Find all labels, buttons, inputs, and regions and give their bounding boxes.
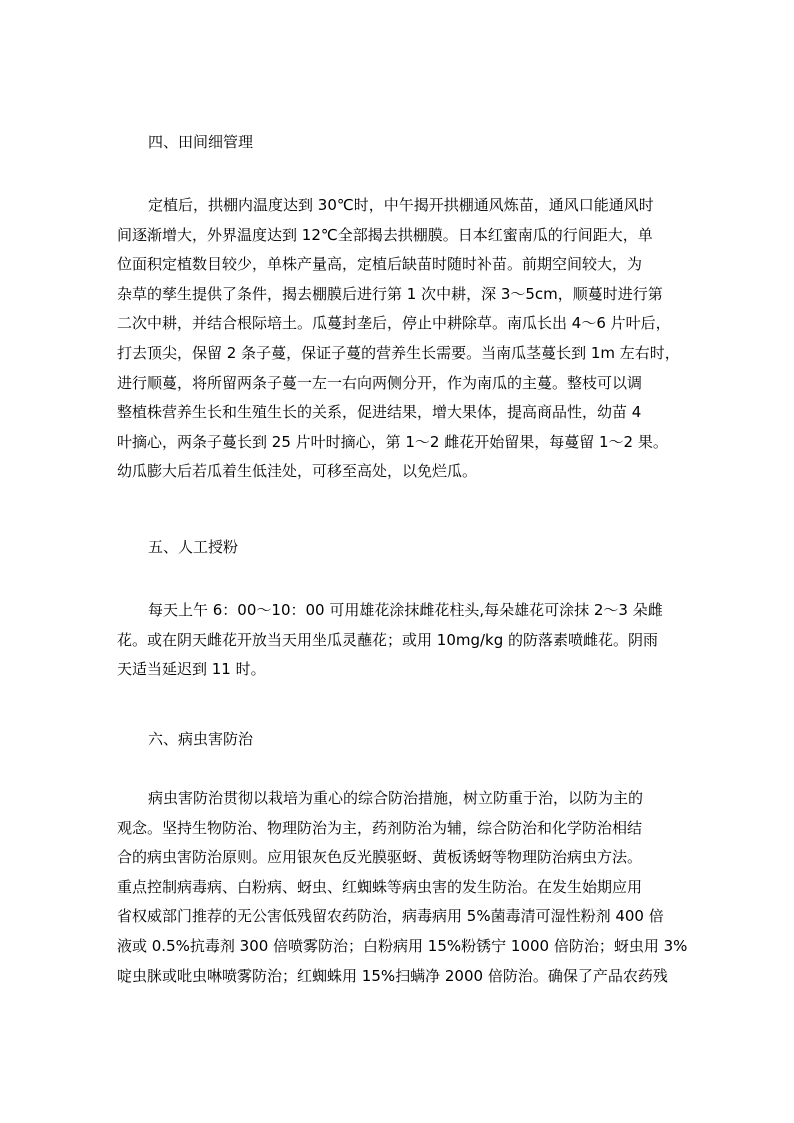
paragraph-line: 重点控制病毒病、白粉病、蚜虫、红蜘蛛等病虫害的发生防治。在发生始期应用 xyxy=(117,877,643,896)
paragraph-line: 液或 0.5%抗毒剂 300 倍喷雾防治；白粉病用 15%粉锈宁 1000 倍防治；蚜虫用 3% xyxy=(117,936,688,955)
paragraph-line: 省权威部门推荐的无公害低残留农药防治，病毒病用 5%菌毒清可湿性粉剂 400 倍 xyxy=(117,907,664,926)
paragraph-line: 杂草的孳生提供了条件，揭去棚膜后进行第 1 次中耕，深 3～5cm，顺蔓时进行第 xyxy=(117,284,663,303)
section-heading-pollination: 五、人工授粉 xyxy=(148,538,239,556)
paragraph-line: 二次中耕，并结合根际培土。瓜蔓封垄后，停止中耕除草。南瓜长出 4～6 片叶后， xyxy=(117,314,671,333)
paragraph-line: 幼瓜膨大后若瓜着生低洼处，可移至高处，以免烂瓜。 xyxy=(117,462,478,481)
paragraph-line: 整植株营养生长和生殖生长的关系，促进结果，增大果体，提高商品性，幼苗 4 xyxy=(117,403,642,422)
paragraph-pest-control xyxy=(117,784,688,991)
section-heading-pest-control: 六、病虫害防治 xyxy=(148,730,254,748)
paragraph-line: 每天上午 6：00～10：00 可用雄花涂抹雌花柱头,每朵雄花可涂抹 2～3 朵雌 xyxy=(148,601,663,619)
paragraph-line: 合的病虫害防治原则。应用银灰色反光膜驱蚜、黄板诱蚜等物理防治病虫方法。 xyxy=(117,848,643,867)
paragraph-line: 位面积定植数目较少，单株产量高，定植后缺苗时随时补苗。前期空间较大，为 xyxy=(117,255,643,274)
paragraph-line: 定植后，拱棚内温度达到 30℃时，中午揭开拱棚通风炼苗，通风口能通风时 xyxy=(148,196,654,214)
paragraph-line: 啶虫脒或吡虫啉喷雾防治；红蜘蛛用 15%扫螨净 2000 倍防治。确保了产品农药残 xyxy=(117,966,668,985)
paragraph-line: 观念。坚持生物防治、物理防治为主，药剂防治为辅，综合防治和化学防治相结 xyxy=(117,818,643,837)
paragraph-line: 花。或在阴天雌花开放当天用坐瓜灵蘸花；或用 10mg/kg 的防落素喷雌花。阴雨 xyxy=(117,630,659,649)
section-heading-field-management: 四、田间细管理 xyxy=(148,133,254,151)
paragraph-line: 间逐渐增大，外界温度达到 12℃全部揭去拱棚膜。日本红蜜南瓜的行间距大，单 xyxy=(117,225,653,244)
paragraph-line: 病虫害防治贯彻以栽培为重心的综合防治措施，树立防重于治，以防为主的 xyxy=(148,789,644,807)
paragraph-line: 进行顺蔓，将所留两条子蔓一左一右向两侧分开，作为南瓜的主蔓。整枝可以调 xyxy=(117,373,643,392)
paragraph-field-management xyxy=(117,191,682,487)
paragraph-line: 天适当延迟到 11 时。 xyxy=(117,660,266,679)
paragraph-pollination xyxy=(117,596,682,685)
paragraph-line: 打去顶尖，保留 2 条子蔓，保证子蔓的营养生长需要。当南瓜茎蔓长到 1m 左右时， xyxy=(117,343,680,362)
paragraph-line: 叶摘心，两条子蔓长到 25 片叶时摘心，第 1～2 雌花开始留果，每蔓留 1～2 果。 xyxy=(117,432,668,451)
